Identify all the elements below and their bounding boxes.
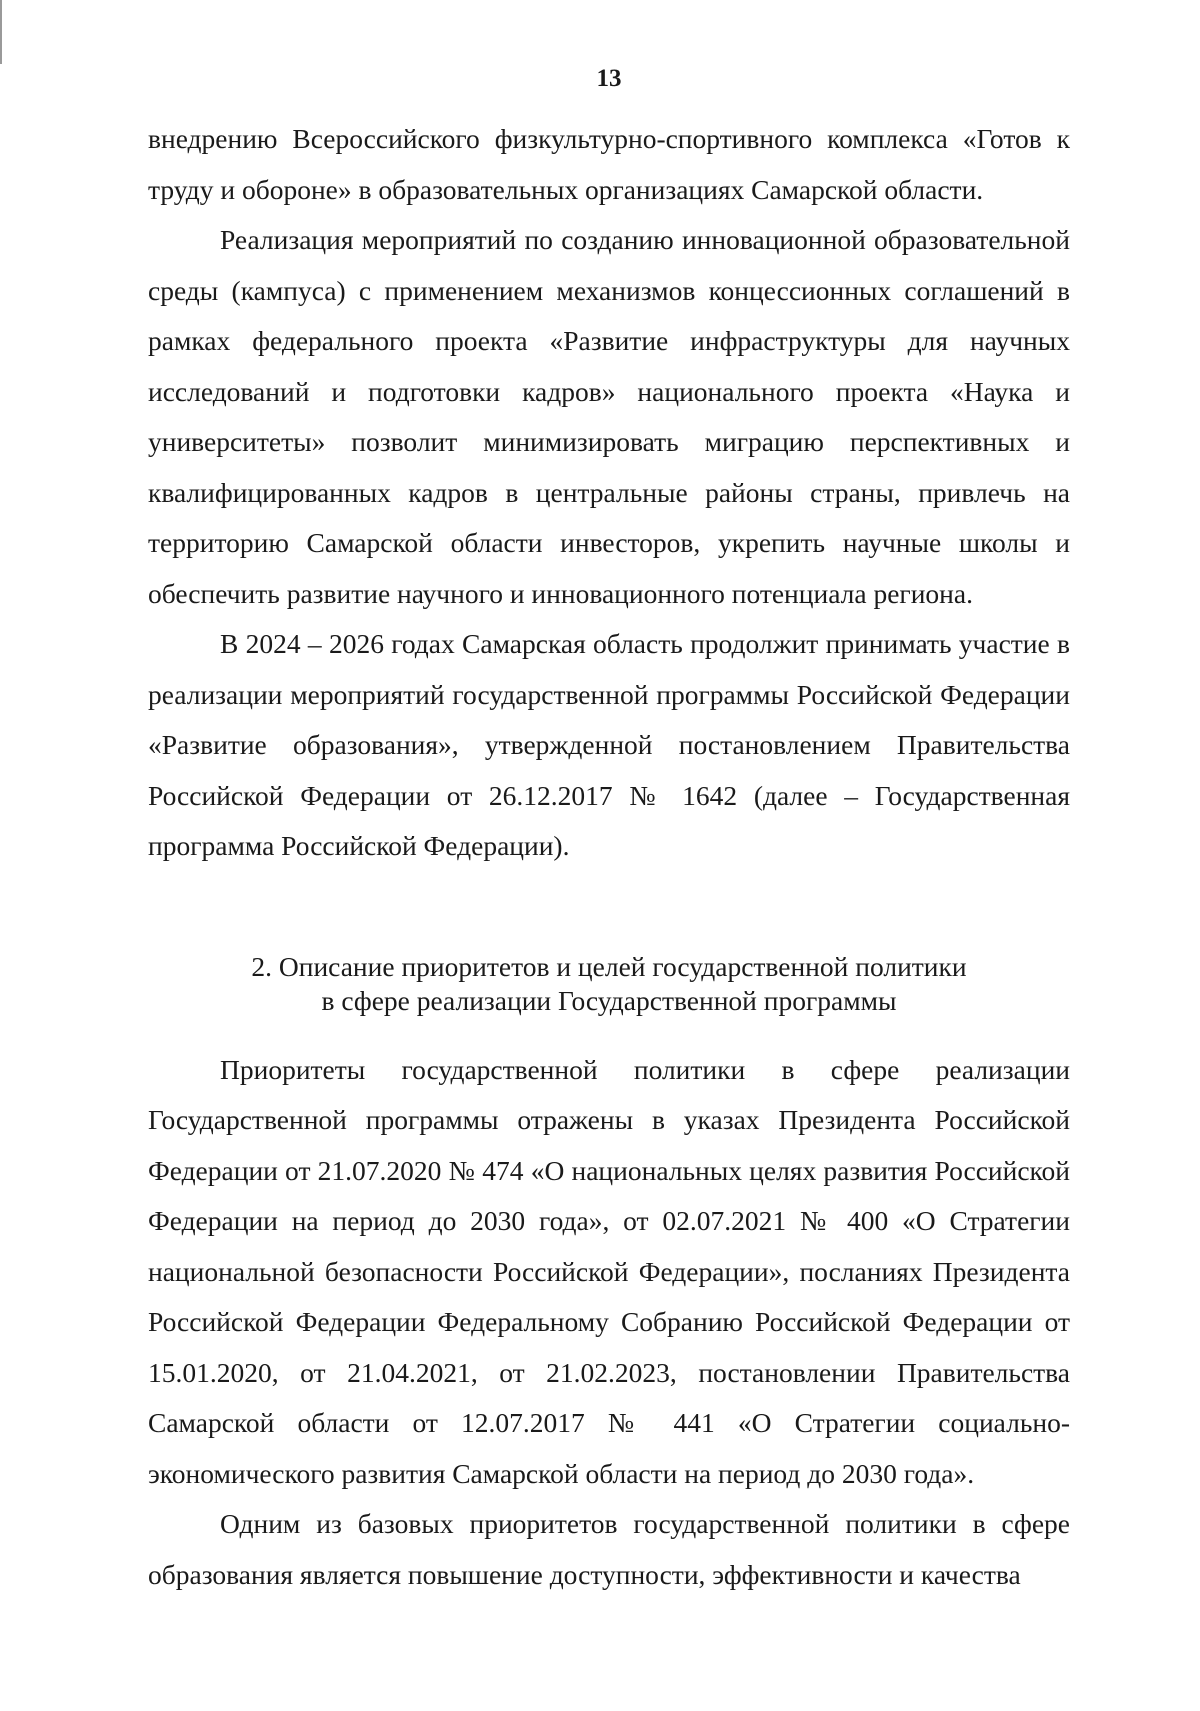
- scan-edge-mark: [0, 0, 2, 64]
- paragraph-base-priority: Одним из базовых приоритетов государственной политики в сфере образования является повышение доступности, эффективности и качества: [148, 1508, 1070, 1590]
- page-number: 13: [596, 65, 622, 92]
- section-heading-line-1: 2. Описание приоритетов и целей государственной политики: [251, 950, 967, 982]
- paragraph-federal-program: В 2024 – 2026 годах Самарская область продолжит принимать участие в реализации мероприятий государственной программы Российской Федерации «Развитие образования», утвержденной постановлением Правительства Российской Федерации от 26.12.2017 № 1642 (далее – Государственная программа Российской Федерации).: [148, 628, 1070, 861]
- paragraph-continuation: внедрению Всероссийского физкультурно-спортивного комплекса «Готов к труду и обороне» в образовательных организациях Самарской области.: [148, 123, 1070, 205]
- paragraph-priorities: Приоритеты государственной политики в сфере реализации Государственной программы отражены в указах Президента Российской Федерации от 21.07.2020 № 474 «О национальных целях развития Российской Федерации на период до 2030 года», от 02.07.2021 № 400 «О Стратегии национальной безопасности Российской Федерации», посланиях Президента Российской Федерации Федеральному Собранию Российской Федерации от 15.01.2020, от 21.04.2021, от 21.02.2023, постановлении Правительства Самарской области от 12.07.2017 № 441 «О Стратегии социально-экономического развития Самарской области на период до 2030 года».: [148, 1053, 1070, 1489]
- document-body: [148, 114, 1070, 1600]
- section-heading-line-2: в сфере реализации Государственной программы: [321, 984, 897, 1016]
- paragraph-campus: Реализация мероприятий по созданию инновационной образовательной среды (кампуса) с применением механизмов концессионных соглашений в рамках федерального проекта «Развитие инфраструктуры для научных исследований и подготовки кадров» национального проекта «Наука и университеты» позволит минимизировать миграцию перспективных и квалифицированных кадров в центральные районы страны, привлечь на территорию Самарской области инвесторов, укрепить научные школы и обеспечить развитие научного и инновационного потенциала региона.: [148, 224, 1070, 609]
- section-heading: [148, 950, 1070, 1018]
